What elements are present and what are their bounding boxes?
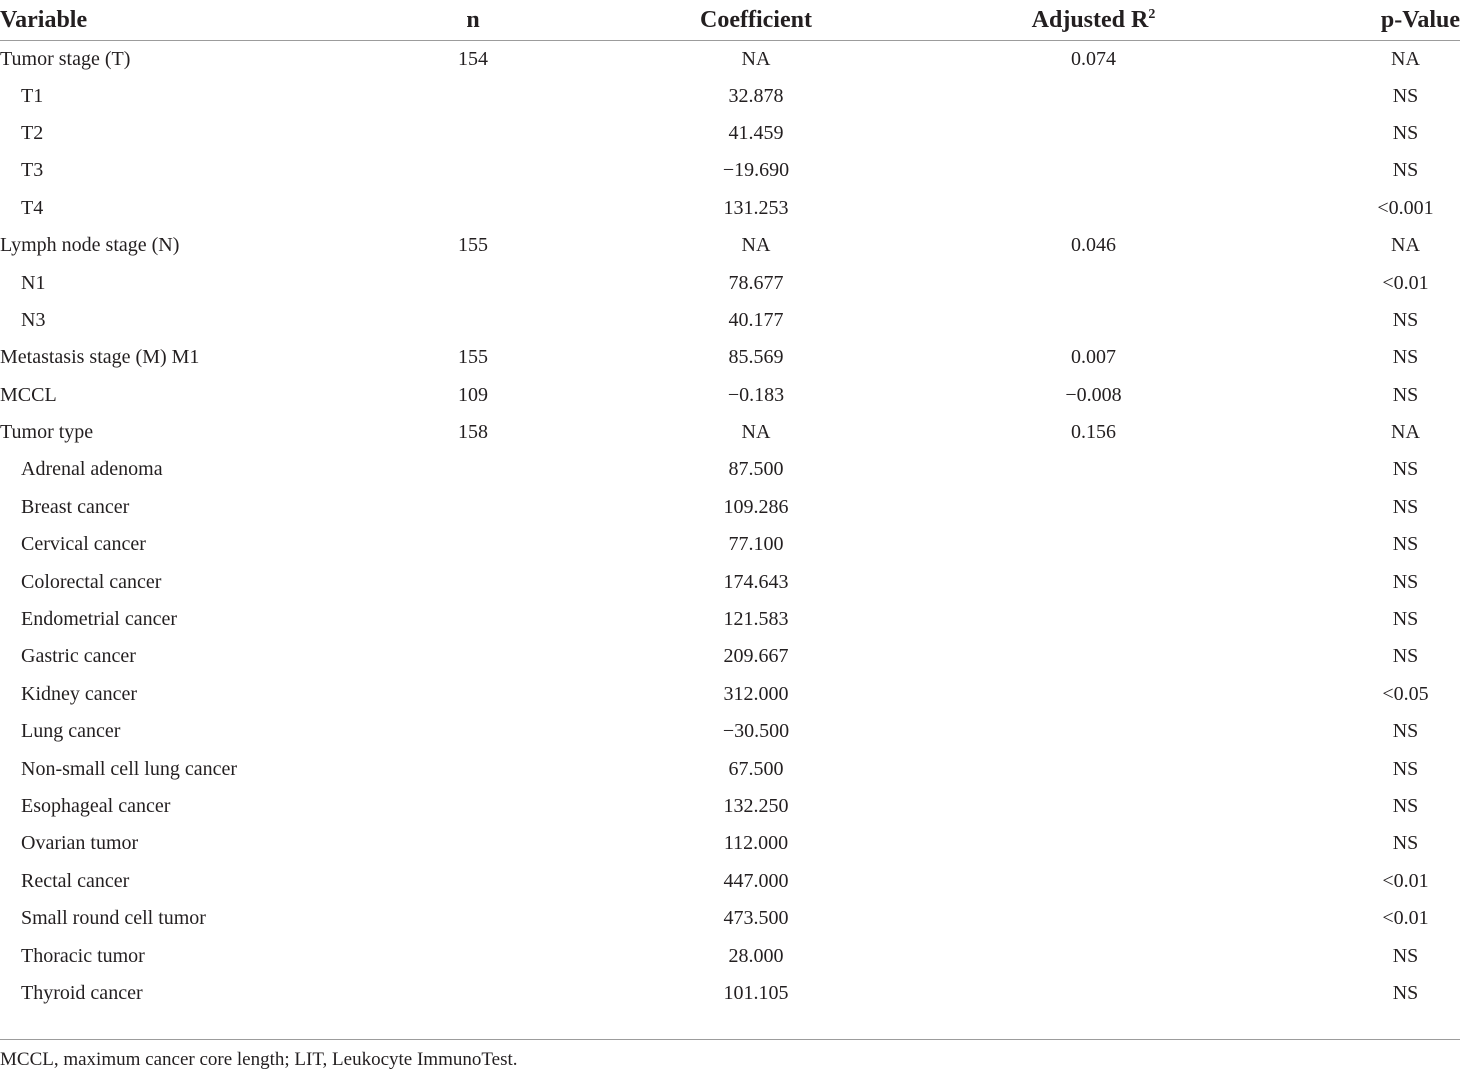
cell-coefficient: 40.177 [728,308,784,331]
cell-adjusted-r2 [986,713,1201,750]
cell-coefficient: 77.100 [728,533,784,556]
header-adjusted-r-label: Adjusted R [1031,6,1149,33]
cell-variable: Thyroid cancer [21,981,143,1004]
cell-p-value: NS [1392,832,1419,855]
cell-n [420,563,526,600]
footnote-divider [0,1039,1460,1040]
table-row [0,190,1460,227]
cell-n [420,489,526,526]
cell-p-value: NS [1392,757,1419,780]
table-row [0,788,1460,825]
cell-n [420,900,526,937]
cell-variable: Gastric cancer [21,645,136,668]
cell-adjusted-r2 [986,451,1201,488]
cell-adjusted-r2: 0.046 [1071,234,1116,257]
cell-variable: Tumor type [0,421,94,444]
cell-variable: Cervical cancer [21,533,146,556]
cell-variable: Metastasis stage (M) M1 [0,346,200,369]
cell-n: 109 [458,383,488,406]
cell-variable: Lymph node stage (N) [0,234,180,257]
table-body [0,40,1460,1012]
cell-n: 154 [458,48,488,71]
cell-variable: Adrenal adenoma [21,458,163,481]
cell-p-value: NS [1392,121,1419,144]
cell-p-value: NS [1392,458,1419,481]
cell-coefficient: 473.500 [723,907,789,930]
cell-adjusted-r2 [986,750,1201,787]
cell-coefficient: 112.000 [723,832,789,855]
cell-variable: Non-small cell lung cancer [21,757,238,780]
cell-p-value: NS [1392,308,1419,331]
cell-adjusted-r2 [986,526,1201,563]
cell-n [420,750,526,787]
cell-variable: Colorectal cancer [21,570,162,593]
cell-adjusted-r2: 0.074 [1071,48,1116,71]
table-row [0,451,1460,488]
table-row [0,676,1460,713]
cell-n [420,77,526,114]
cell-n [420,302,526,339]
cell-p-value: NS [1392,795,1419,817]
cell-adjusted-r2 [986,863,1201,900]
cell-coefficient: 87.500 [728,458,784,481]
cell-adjusted-r2 [986,900,1201,937]
table-row [0,975,1460,1012]
table-row [0,526,1460,563]
table-row [0,900,1460,937]
cell-p-value: NS [1392,533,1419,556]
cell-p-value: NS [1392,720,1419,743]
cell-coefficient: NA [741,234,771,257]
cell-variable: N3 [21,308,46,331]
cell-adjusted-r2: 0.007 [1071,346,1116,369]
table-footnote: MCCL, maximum cancer core length; LIT, Leukocyte ImmunoTest. [0,1049,518,1070]
table-row [0,115,1460,152]
cell-variable: Lung cancer [21,720,121,743]
cell-n [420,264,526,301]
cell-variable: Breast cancer [21,495,130,518]
cell-coefficient: 209.667 [723,645,789,668]
cell-p-value: <0.001 [1377,196,1434,219]
header-p-value: p-Value [1201,0,1460,40]
cell-coefficient: −19.690 [722,159,790,182]
cell-n [420,713,526,750]
cell-adjusted-r2: −0.008 [1065,383,1122,406]
cell-adjusted-r2 [986,975,1201,1012]
cell-variable: MCCL [0,383,57,406]
cell-coefficient: 67.500 [728,757,784,780]
cell-coefficient: 174.643 [723,570,789,593]
cell-adjusted-r2 [986,115,1201,152]
cell-n [420,863,526,900]
cell-variable: Ovarian tumor [21,832,139,855]
cell-n: 155 [458,234,488,257]
cell-coefficient: 32.878 [728,84,784,107]
cell-p-value: NS [1392,495,1419,518]
table-row [0,227,1460,264]
cell-p-value: <0.01 [1382,907,1429,930]
cell-n [420,601,526,638]
cell-n [420,115,526,152]
cell-p-value: NS [1392,84,1419,107]
cell-adjusted-r2 [986,676,1201,713]
cell-n [420,975,526,1012]
table-row [0,489,1460,526]
cell-coefficient: 447.000 [723,869,789,892]
cell-p-value: NS [1392,346,1419,369]
cell-adjusted-r2 [986,601,1201,638]
table-row [0,863,1460,900]
header-adjusted-r-superscript: 2 [1148,6,1156,22]
header-variable: Variable [0,0,420,40]
cell-n [420,152,526,189]
cell-n [420,788,526,825]
cell-coefficient: −0.183 [727,383,785,406]
cell-n: 155 [458,346,488,369]
cell-p-value: NA [1391,48,1420,71]
cell-p-value: NS [1392,608,1419,631]
cell-p-value: <0.05 [1382,682,1429,705]
cell-adjusted-r2 [986,190,1201,227]
cell-variable: Kidney cancer [21,682,138,705]
cell-variable: Thoracic tumor [21,944,145,967]
cell-p-value: NS [1392,570,1419,593]
cell-adjusted-r2 [986,302,1201,339]
cell-coefficient: 101.105 [723,981,789,1004]
cell-p-value: <0.01 [1382,869,1429,892]
table-row [0,825,1460,862]
cell-p-value: <0.01 [1382,271,1429,294]
header-coefficient: Coefficient [526,0,986,40]
cell-p-value: NS [1392,383,1419,406]
cell-adjusted-r2 [986,788,1201,825]
cell-coefficient: 78.677 [728,271,784,294]
table-row [0,152,1460,189]
cell-n [420,825,526,862]
table-row [0,563,1460,600]
cell-n [420,676,526,713]
cell-adjusted-r2 [986,825,1201,862]
cell-coefficient: 131.253 [723,196,789,219]
cell-p-value: NS [1392,944,1419,967]
cell-variable: T2 [21,121,44,144]
cell-variable: T3 [21,159,44,182]
table-row [0,713,1460,750]
cell-n [420,526,526,563]
table-row [0,638,1460,675]
cell-p-value: NS [1392,159,1419,182]
cell-coefficient: 312.000 [723,682,789,705]
cell-coefficient: −30.500 [722,720,790,743]
header-adjusted-r2 [986,0,1201,40]
header-n: n [420,0,526,40]
table-row [0,40,1460,77]
cell-adjusted-r2 [986,77,1201,114]
cell-n [420,190,526,227]
cell-p-value: NS [1392,645,1419,668]
cell-variable: Rectal cancer [21,869,130,892]
cell-n: 158 [458,421,488,444]
cell-p-value: NS [1392,981,1419,1004]
cell-p-value: NA [1391,421,1420,444]
cell-variable: N1 [21,271,46,294]
cell-adjusted-r2 [986,152,1201,189]
cell-variable: T4 [21,196,44,219]
cell-coefficient: NA [741,421,771,444]
cell-n [420,451,526,488]
table-header [0,0,1460,40]
cell-adjusted-r2 [986,489,1201,526]
cell-n [420,937,526,974]
cell-coefficient: NA [741,48,771,71]
cell-variable: Endometrial cancer [21,608,178,631]
table-row [0,77,1460,114]
cell-n [420,638,526,675]
cell-adjusted-r2 [986,563,1201,600]
table-row [0,377,1460,414]
cell-coefficient: 85.569 [728,346,784,369]
cell-variable: T1 [21,84,44,107]
cell-coefficient: 28.000 [728,944,784,967]
cell-adjusted-r2 [986,638,1201,675]
cell-variable: Esophageal cancer [21,795,171,817]
table-row [0,302,1460,339]
cell-variable: Small round cell tumor [21,907,206,930]
cell-coefficient: 109.286 [723,495,789,518]
cell-adjusted-r2 [986,937,1201,974]
cell-adjusted-r2 [986,264,1201,301]
cell-coefficient: 121.583 [723,608,789,631]
table-row [0,937,1460,974]
table-row [0,750,1460,787]
cell-p-value: NA [1391,234,1420,257]
table-row [0,601,1460,638]
cell-coefficient: 41.459 [728,121,784,144]
cell-coefficient: 132.250 [723,795,789,817]
cell-adjusted-r2: 0.156 [1071,421,1116,444]
table-row [0,339,1460,376]
table-row [0,414,1460,451]
table-row [0,264,1460,301]
cell-variable: Tumor stage (T) [0,48,131,71]
header-row [0,0,1460,40]
